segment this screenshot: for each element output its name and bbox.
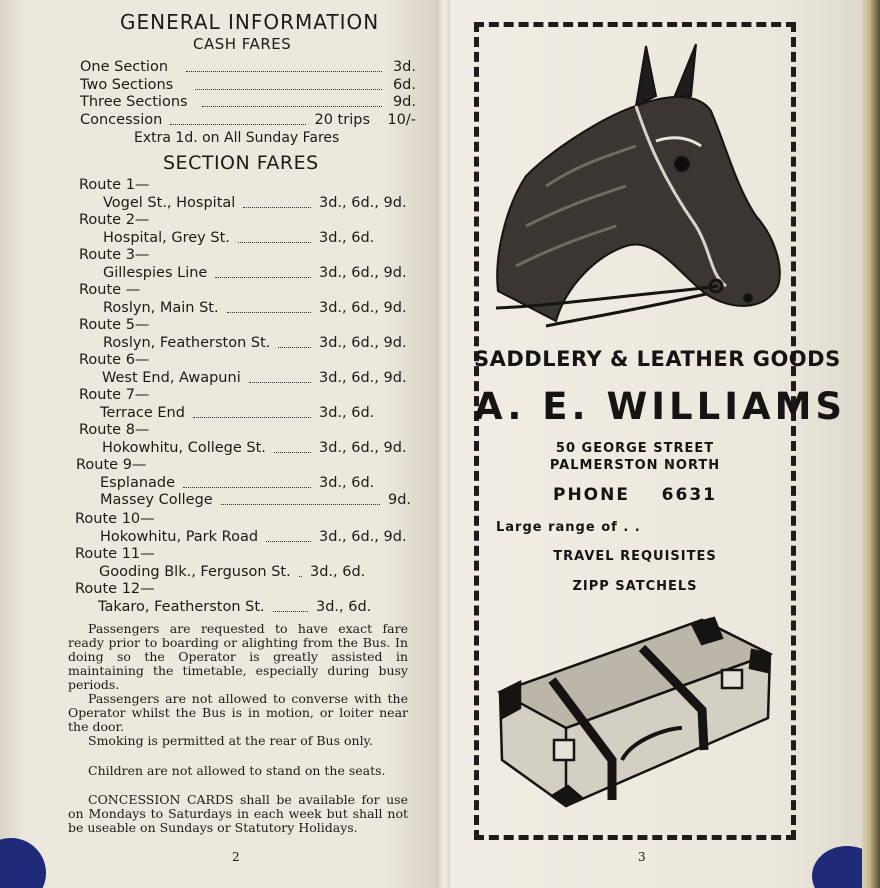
route-label: Route 12— — [75, 581, 155, 597]
fare-row: Two Sections 6d. — [80, 77, 416, 93]
left-page — [0, 0, 436, 888]
page-title: GENERAL INFORMATION — [120, 10, 380, 34]
section-fares-heading: SECTION FARES — [163, 152, 319, 174]
page-edges — [862, 0, 880, 888]
route-fare: 3d., 6d. — [319, 230, 375, 246]
route-fare: 3d., 6d., 9d. — [319, 440, 407, 456]
route-stop: Hokowhitu, College St. — [102, 440, 266, 456]
route-label: Route 7— — [79, 387, 150, 403]
fare-row: Three Sections 9d. — [80, 94, 416, 110]
page-number: 2 — [232, 850, 240, 864]
route-stop: Gillespies Line — [103, 265, 208, 281]
ad-address-line1: 50 GEORGE STREET — [555, 441, 715, 456]
ad-business-name: A. E. WILLIAMS — [474, 385, 847, 428]
route-fare: 3d., 6d. — [310, 564, 366, 580]
leader-dots — [227, 300, 311, 313]
fare-row: One Section 3d. — [80, 59, 416, 75]
leader-dots — [215, 265, 311, 278]
route-fare: 3d., 6d. — [316, 599, 372, 615]
route-stop: Takaro, Featherston St. — [98, 599, 265, 615]
paragraph-children: Children are not allowed to stand on the seats. — [88, 763, 386, 778]
sunday-note: Extra 1d. on All Sunday Fares — [134, 130, 340, 146]
leader-dots — [193, 405, 311, 418]
ink-stain — [812, 846, 862, 888]
route-fare: 3d., 6d., 9d. — [319, 529, 407, 545]
route-fare: 3d., 6d. — [319, 405, 375, 421]
route-stop: Roslyn, Featherston St. — [103, 335, 271, 351]
ad-item-travel-requisites: TRAVEL REQUISITES — [553, 549, 717, 564]
route-label: Route 5— — [79, 317, 150, 333]
route-stop: West End, Awapuni — [102, 370, 241, 386]
route-fare: 9d. — [388, 492, 412, 508]
ad-range-text: Large range of . . — [496, 520, 641, 535]
route-fare: 3d., 6d., 9d. — [319, 370, 407, 386]
leader-dots — [274, 440, 311, 453]
paragraph-exact-fare: Passengers are requested to have exact fare ready prior to boarding or alighting from the Bus. In doing so the Operator is greatly assisted in maintaining the timetable, especially during busy periods. — [68, 621, 408, 692]
leader-dots — [299, 564, 302, 577]
route-fare: 3d., 6d., 9d. — [319, 335, 407, 351]
route-fare: 3d., 6d., 9d. — [319, 300, 407, 316]
route-label: Route 6— — [79, 352, 150, 368]
ad-phone-label: PHONE — [553, 485, 630, 505]
ad-address-line2: PALMERSTON NORTH — [549, 458, 721, 473]
leader-dots — [183, 475, 311, 488]
paragraph-smoking: Smoking is permitted at the rear of Bus only. — [88, 733, 373, 748]
leader-dots — [273, 599, 308, 612]
leader-dots — [221, 492, 380, 505]
ad-phone — [474, 485, 796, 505]
route-stop: Vogel St., Hospital — [103, 195, 236, 211]
route-label: Route 8— — [79, 422, 150, 438]
leader-dots — [266, 529, 311, 542]
route-label: Route 11— — [75, 546, 155, 562]
leader-dots — [238, 230, 311, 243]
route-fare: 3d., 6d. — [319, 475, 375, 491]
route-stop: Terrace End — [100, 405, 185, 421]
leader-dots — [249, 370, 311, 383]
route-label: Route 10— — [75, 511, 155, 527]
route-stop: Gooding Blk., Ferguson St. — [99, 564, 291, 580]
cash-fares-heading: CASH FARES — [193, 35, 292, 53]
route-label: Route 1— — [79, 177, 150, 193]
ad-phone-number: 6631 — [661, 485, 717, 505]
paragraph-concession-cards: CONCESSION CARDS shall be available for use on Mondays to Saturdays in each week but shall not be useable on Sundays or Statutory Holidays. — [68, 792, 408, 835]
horse-head-illustration — [486, 36, 786, 336]
page-number: 3 — [638, 850, 646, 864]
route-stop: Massey College — [100, 492, 213, 508]
suitcase-illustration — [492, 610, 782, 816]
concession-row: Concession 20 trips 10/- — [80, 112, 416, 128]
spine-gutter — [436, 0, 450, 888]
leader-dots — [243, 195, 311, 208]
route-stop: Esplanade — [100, 475, 176, 491]
ad-tagline: SADDLERY & LEATHER GOODS — [474, 347, 841, 371]
route-label: Route 9— — [76, 457, 147, 473]
route-fare: 3d., 6d., 9d. — [319, 265, 407, 281]
paragraph-converse: Passengers are not allowed to converse with the Operator whilst the Bus is in motion, or loiter near the door. — [68, 691, 408, 734]
route-stop: Hospital, Grey St. — [103, 230, 230, 246]
route-label: Route — — [79, 282, 141, 298]
ad-item-zipp-satchels: ZIPP SATCHELS — [572, 579, 698, 594]
ink-stain — [0, 838, 46, 888]
route-label: Route 2— — [79, 212, 150, 228]
route-label: Route 3— — [79, 247, 150, 263]
leader-dots — [278, 335, 311, 348]
route-stop: Hokowhitu, Park Road — [100, 529, 259, 545]
route-stop: Roslyn, Main St. — [103, 300, 219, 316]
route-fare: 3d., 6d., 9d. — [319, 195, 407, 211]
